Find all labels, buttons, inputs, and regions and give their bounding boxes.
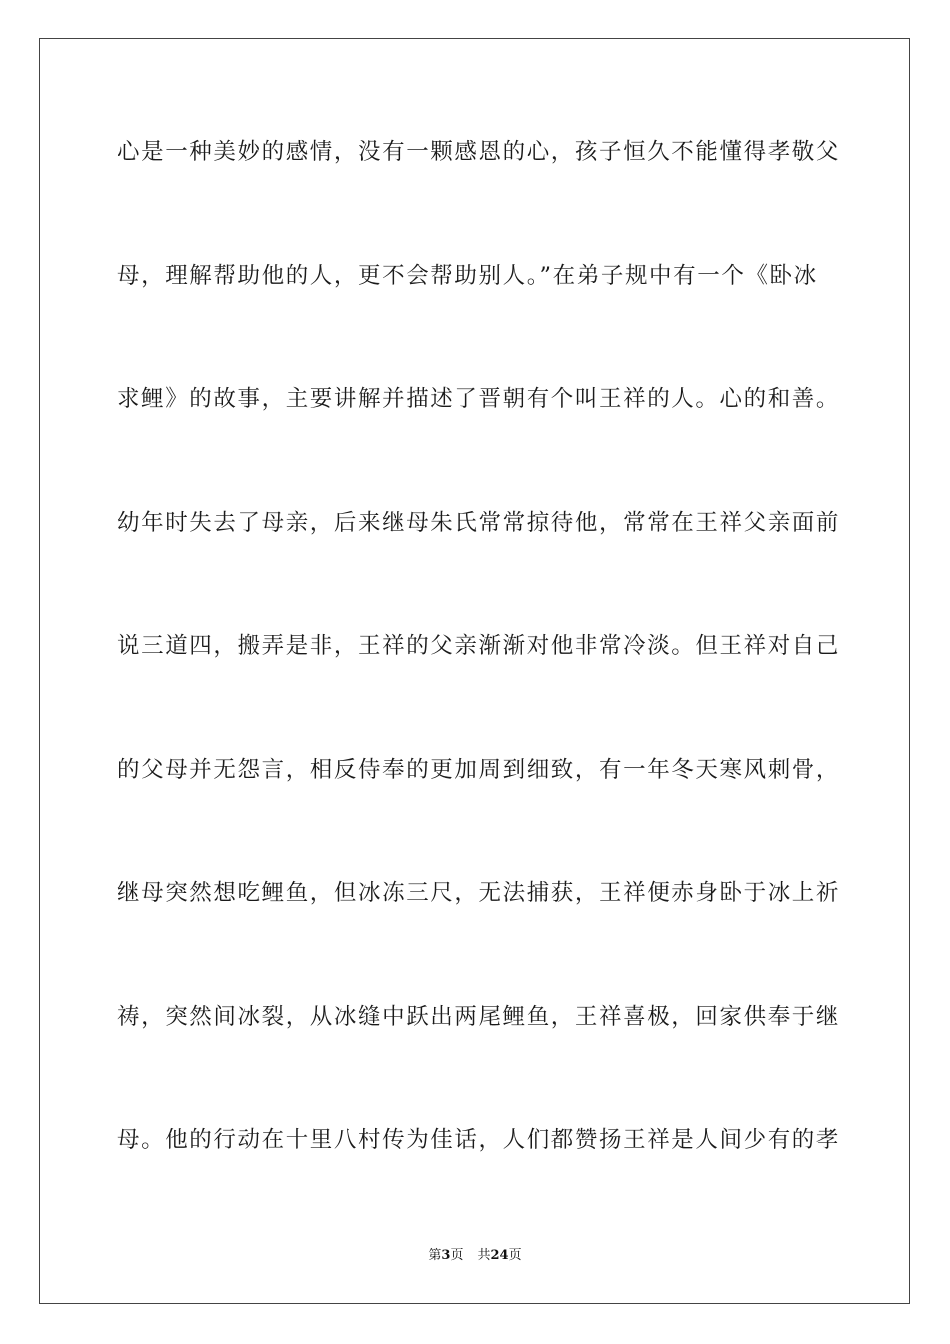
text-line: 的父母并无怨言，相反侍奉的更加周到细致，有一年冬天寒风刺骨， [117,756,841,783]
total-suffix: 页 [508,1248,522,1263]
total-prefix: 共 [477,1248,491,1263]
text-line: 心是一种美妙的感情，没有一颗感恩的心，孩子恒久不能懂得孝敬父 [117,139,841,165]
text-line: 继母突然想吃鲤鱼，但冰冻三尺，无法捕获，王祥便赤身卧于冰上祈 [117,880,841,906]
text-line: 母。他的行动在十里八村传为佳话，人们都赞扬王祥是人间少有的孝 [117,1127,841,1153]
page-prefix: 第 [428,1248,442,1263]
document-body [117,124,841,1236]
page-number: 3 [441,1248,451,1263]
text-line: 祷，突然间冰裂，从冰缝中跃出两尾鲤鱼，王祥喜极，回家供奉于继 [117,1003,841,1030]
total-pages: 24 [490,1248,509,1263]
page-suffix: 页 [450,1248,464,1263]
text-line: 求鲤》的故事，主要讲解并描述了晋朝有个叫王祥的人。心的和善。 [117,386,841,412]
text-line: 母，理解帮助他的人，更不会帮助别人。”在弟子规中有一个《卧冰 [117,262,818,289]
text-line: 说三道四，搬弄是非，王祥的父亲渐渐对他非常冷淡。但王祥对自己 [117,633,841,659]
text-line: 幼年时失去了母亲，后来继母朱氏常常掠待他，常常在王祥父亲面前 [117,509,841,536]
page-footer [0,1244,950,1263]
